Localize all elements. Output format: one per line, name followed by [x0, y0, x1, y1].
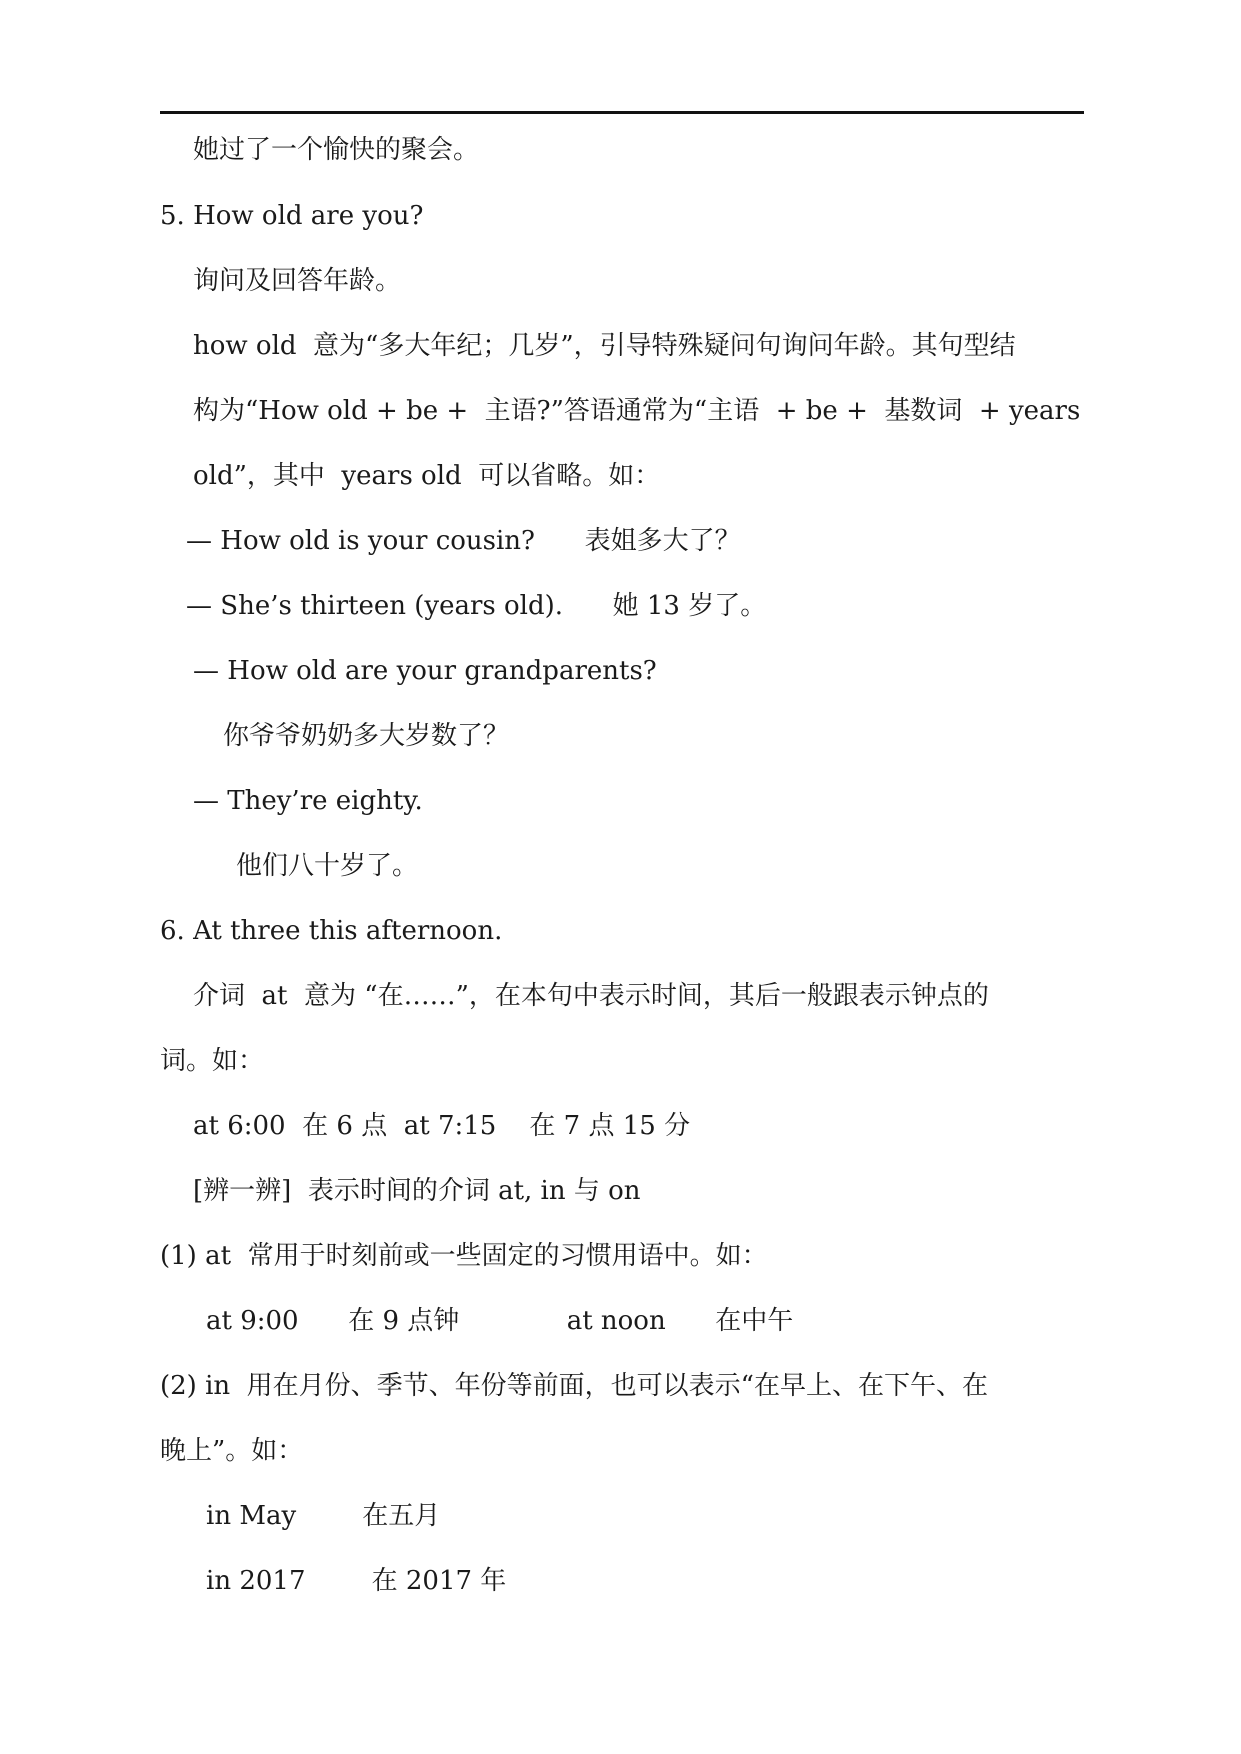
text-line-how-old-meaning: how old 意为“多大年纪；几岁”，引导特殊疑问句询问年龄。其句型结 — [193, 331, 1016, 361]
example-question-grandparents: — How old are your grandparents? — [193, 656, 657, 686]
rule-1-at: (1) at 常用于时刻前或一些固定的习惯用语中。如： — [160, 1241, 768, 1271]
section-heading-6: 6. At three this afternoon. — [160, 916, 503, 946]
example-answer-eighty: — They’re eighty. — [193, 786, 423, 816]
example-at-nine-noon: at 9:00 在 9 点钟 at noon 在中午 — [206, 1306, 794, 1336]
example-at-times: at 6:00 在 6 点 at 7:15 在 7 点 15 分 — [193, 1111, 691, 1141]
text-line-ask-age: 询问及回答年龄。 — [193, 266, 402, 296]
text-line-structure: 构为“How old + be + 主语?”答语通常为“主语 + be + 基数词 + years — [193, 396, 1081, 426]
example-question-cousin: — How old is your cousin? 表姐多大了？ — [186, 526, 741, 556]
example-translation-grandparents: 你爷爷奶奶多大岁数了？ — [223, 721, 510, 751]
example-in-2017: in 2017 在 2017 年 — [206, 1566, 507, 1596]
text-line-omit: old”，其中 years old 可以省略。如： — [193, 461, 661, 491]
text-line-distinguish: [辨一辨] 表示时间的介词 at, in 与 on — [193, 1176, 641, 1206]
section-heading-5: 5. How old are you? — [160, 201, 424, 231]
text-line-preposition-at: 介词 at 意为 “在……”，在本句中表示时间，其后一般跟表示钟点的 — [193, 981, 989, 1011]
header-rule — [160, 111, 1084, 114]
text-line-example-intro: 词。如： — [160, 1046, 265, 1076]
example-in-may: in May 在五月 — [206, 1501, 441, 1531]
rule-2-in: (2) in 用在月份、季节、年份等前面，也可以表示“在早上、在下午、在 — [160, 1371, 988, 1401]
example-answer-thirteen: — She’s thirteen (years old). 她 13 岁了。 — [186, 591, 767, 621]
text-line-party: 她过了一个愉快的聚会。 — [193, 135, 480, 165]
text-line-evening-example: 晚上”。如： — [160, 1436, 304, 1466]
example-translation-eighty: 他们八十岁了。 — [236, 851, 419, 881]
